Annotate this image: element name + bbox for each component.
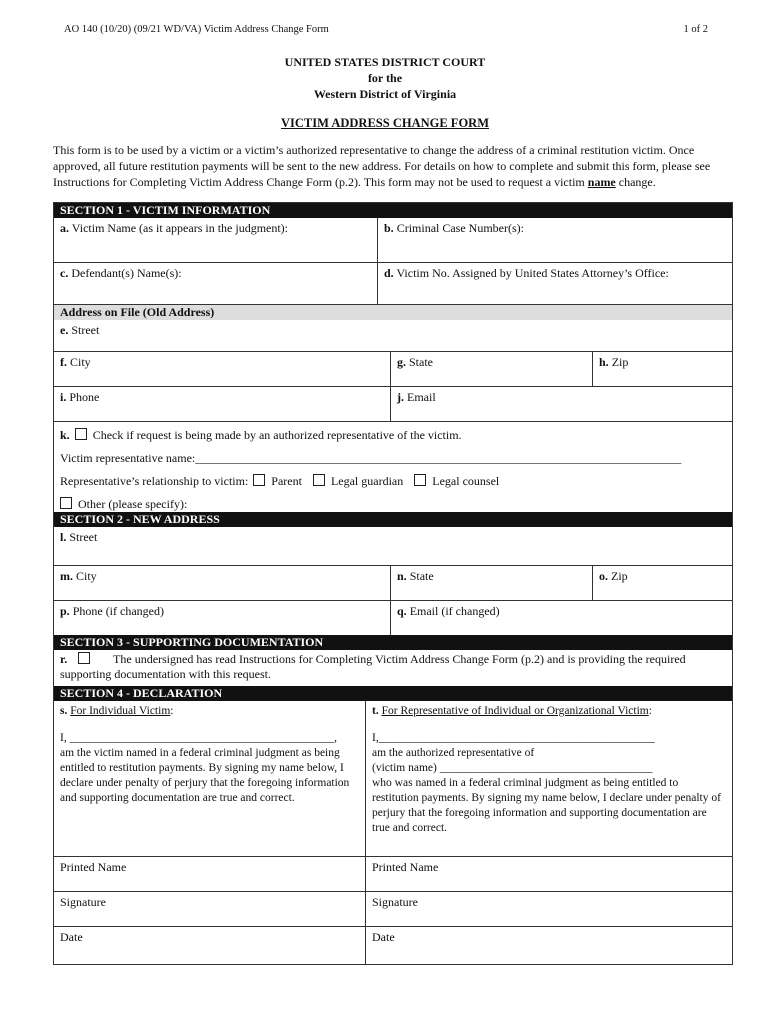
section1-title: SECTION 1 - VICTIM INFORMATION	[54, 203, 732, 218]
intro-text: This form is to be used by a victim or a victim’s authorized representative to change the address of a criminal restitution victim. Once approved, all future restitution payments will be sent to the new address. For details on how to complete and submit this form, please see Instructions for Completing Victim Address Change Form (p.2). This form may not be used to request a victim	[53, 143, 711, 189]
field-label: Criminal Case Number(s):	[396, 221, 524, 235]
intro-paragraph	[53, 142, 733, 190]
court-name: UNITED STATES DISTRICT COURT	[284, 55, 486, 69]
representative-printed-name-field[interactable]: Printed Name	[365, 857, 732, 891]
representative-heading: For Representative of Individual or Organizational Victim	[381, 705, 649, 717]
individual-signature-field[interactable]: Signature	[60, 895, 106, 909]
field-label: City	[70, 355, 91, 369]
row-defendant-victim-no	[54, 262, 732, 304]
row-old-street	[54, 320, 732, 351]
representative-of-line: am the authorized representative of	[372, 747, 535, 759]
field-defendant-names[interactable]: c. Defendant(s) Name(s):	[60, 266, 182, 280]
section4-title: SECTION 4 - DECLARATION	[54, 686, 732, 701]
rep-name-label: Victim representative name:_________________________________________________________________________________	[60, 451, 682, 465]
intro-emphasis: name	[587, 175, 616, 189]
field-old-street[interactable]: e. Street	[60, 323, 100, 337]
row-supporting-docs	[54, 650, 732, 686]
row-declarations	[54, 701, 732, 856]
representative-date-field[interactable]: Date	[365, 927, 732, 964]
individual-heading: For Individual Victim	[70, 705, 171, 717]
court-district: Western District of Virginia	[313, 87, 457, 101]
field-label: State	[409, 569, 434, 583]
guardian-checkbox[interactable]	[313, 474, 325, 486]
parent-label: Parent	[271, 474, 302, 488]
field-old-zip[interactable]: h. Zip	[592, 352, 732, 386]
field-old-email[interactable]: j. Email	[390, 387, 732, 421]
individual-name-line[interactable]: I, ______________________________________________,	[60, 732, 337, 744]
counsel-checkbox[interactable]	[414, 474, 426, 486]
field-new-email[interactable]: q. Email (if changed)	[390, 601, 732, 635]
field-label: Zip	[611, 569, 628, 583]
field-case-number[interactable]: b. Criminal Case Number(s):	[377, 218, 732, 262]
rep-check-line: k. Check if request is being made by an authorized representative of the victim.	[60, 428, 462, 442]
field-label: Phone	[69, 390, 100, 404]
representative-block	[54, 421, 732, 512]
row-new-city-state-zip	[54, 565, 732, 600]
old-address-title: Address on File (Old Address)	[54, 304, 732, 320]
field-label: Phone (if changed)	[72, 604, 164, 618]
intro-end: change.	[618, 175, 656, 189]
individual-declaration-text: am the victim named in a federal criminal judgment as being entitled to restitution payments. By signing my name below, I declare under penalty of perjury that the foregoing information and supporting documentation are true and correct.	[60, 747, 350, 804]
declaration-individual: s. For Individual Victim: I, ______________________________________________, am the victim named in a federal criminal judgment as being entitled to restitution payments. By signing my name below, I declare under penalty of perjury that the foregoing information and supporting documentation are true and correct.	[54, 701, 365, 856]
other-checkbox[interactable]	[60, 497, 72, 509]
form-body	[53, 202, 733, 965]
form-title: VICTIM ADDRESS CHANGE FORM	[280, 116, 489, 130]
field-label: Victim Name (as it appears in the judgment):	[71, 221, 289, 235]
court-heading	[0, 54, 770, 102]
rep-name-line[interactable]	[54, 447, 732, 470]
field-victim-number[interactable]: d. Victim No. Assigned by United States Attorney’s Office:	[377, 263, 732, 304]
field-new-state[interactable]: n. State	[390, 566, 592, 600]
field-new-city[interactable]: m. City	[60, 569, 97, 583]
field-label: City	[76, 569, 97, 583]
representative-name-line[interactable]: I,________________________________________________	[372, 732, 655, 744]
parent-checkbox[interactable]	[253, 474, 265, 486]
field-victim-name[interactable]: a. Victim Name (as it appears in the judgment):	[60, 221, 289, 235]
supporting-docs-label: The undersigned has read Instructions for Completing Victim Address Change Form (p.2) and is providing the required supporting documentation with this request.	[60, 652, 686, 681]
row-signature	[54, 891, 732, 926]
field-old-state[interactable]: g. State	[390, 352, 592, 386]
field-label: Street	[69, 530, 98, 544]
field-new-street[interactable]: l. Street	[60, 530, 98, 544]
victim-name-line[interactable]: (victim name) _____________________________________	[372, 762, 653, 774]
other-label: Other (please specify):	[78, 497, 188, 511]
field-label: Zip	[611, 355, 629, 369]
field-new-zip[interactable]: o. Zip	[592, 566, 732, 600]
section2-title: SECTION 2 - NEW ADDRESS	[54, 512, 732, 527]
declaration-representative: t. For Representative of Individual or Organizational Victim: I,________________________________________________ am the authorized representative of (victim name) _____________________________________ who was named in a federal criminal judgment as being entitled to restitution payments. By signing my name below, I declare under penalty of perjury that the foregoing information and supporting documentation are true and correct.	[365, 701, 732, 856]
rep-relationship-label: Representative’s relationship to victim:	[60, 474, 249, 488]
page-number: 1 of 2	[683, 24, 708, 35]
supporting-docs-statement: r. The undersigned has read Instructions for Completing Victim Address Change Form (p.2) and is providing the required supporting documentation with this request.	[60, 652, 686, 681]
field-label: State	[409, 355, 433, 369]
guardian-label: Legal guardian	[330, 474, 404, 488]
row-old-city-state-zip	[54, 351, 732, 386]
field-new-phone[interactable]: p. Phone (if changed)	[60, 604, 164, 618]
row-new-phone-email	[54, 600, 732, 635]
individual-date-field[interactable]: Date	[60, 930, 83, 944]
field-label: Victim No. Assigned by United States Attorney’s Office:	[396, 266, 669, 280]
field-label: Email (if changed)	[409, 604, 500, 618]
field-label: Street	[71, 323, 100, 337]
representative-signature-field[interactable]: Signature	[365, 892, 732, 926]
court-for: for the	[367, 71, 403, 85]
supporting-docs-checkbox[interactable]	[78, 652, 90, 664]
row-victim-name-case	[54, 218, 732, 262]
row-new-street	[54, 527, 732, 565]
field-label: Defendant(s) Name(s):	[71, 266, 182, 280]
individual-printed-name-field[interactable]: Printed Name	[60, 860, 127, 874]
counsel-label: Legal counsel	[432, 474, 500, 488]
section3-title: SECTION 3 - SUPPORTING DOCUMENTATION	[54, 635, 732, 650]
representative-declaration-text: who was named in a federal criminal judgment as being entitled to restitution payments. By signing my name below, I declare under penalty of perjury that the foregoing information and supporting documentation are true and correct.	[372, 777, 721, 834]
row-old-phone-email	[54, 386, 732, 421]
rep-checkbox[interactable]	[75, 428, 87, 440]
field-old-phone[interactable]: i. Phone	[60, 390, 100, 404]
form-code: AO 140 (10/20) (09/21 WD/VA) Victim Address Change Form	[64, 24, 329, 35]
row-printed-name	[54, 856, 732, 891]
field-old-city[interactable]: f. City	[60, 355, 91, 369]
rep-check-label: Check if request is being made by an authorized representative of the victim.	[92, 428, 462, 442]
rep-relationship-line	[54, 470, 732, 493]
field-label: Email	[407, 390, 436, 404]
row-date	[54, 926, 732, 964]
